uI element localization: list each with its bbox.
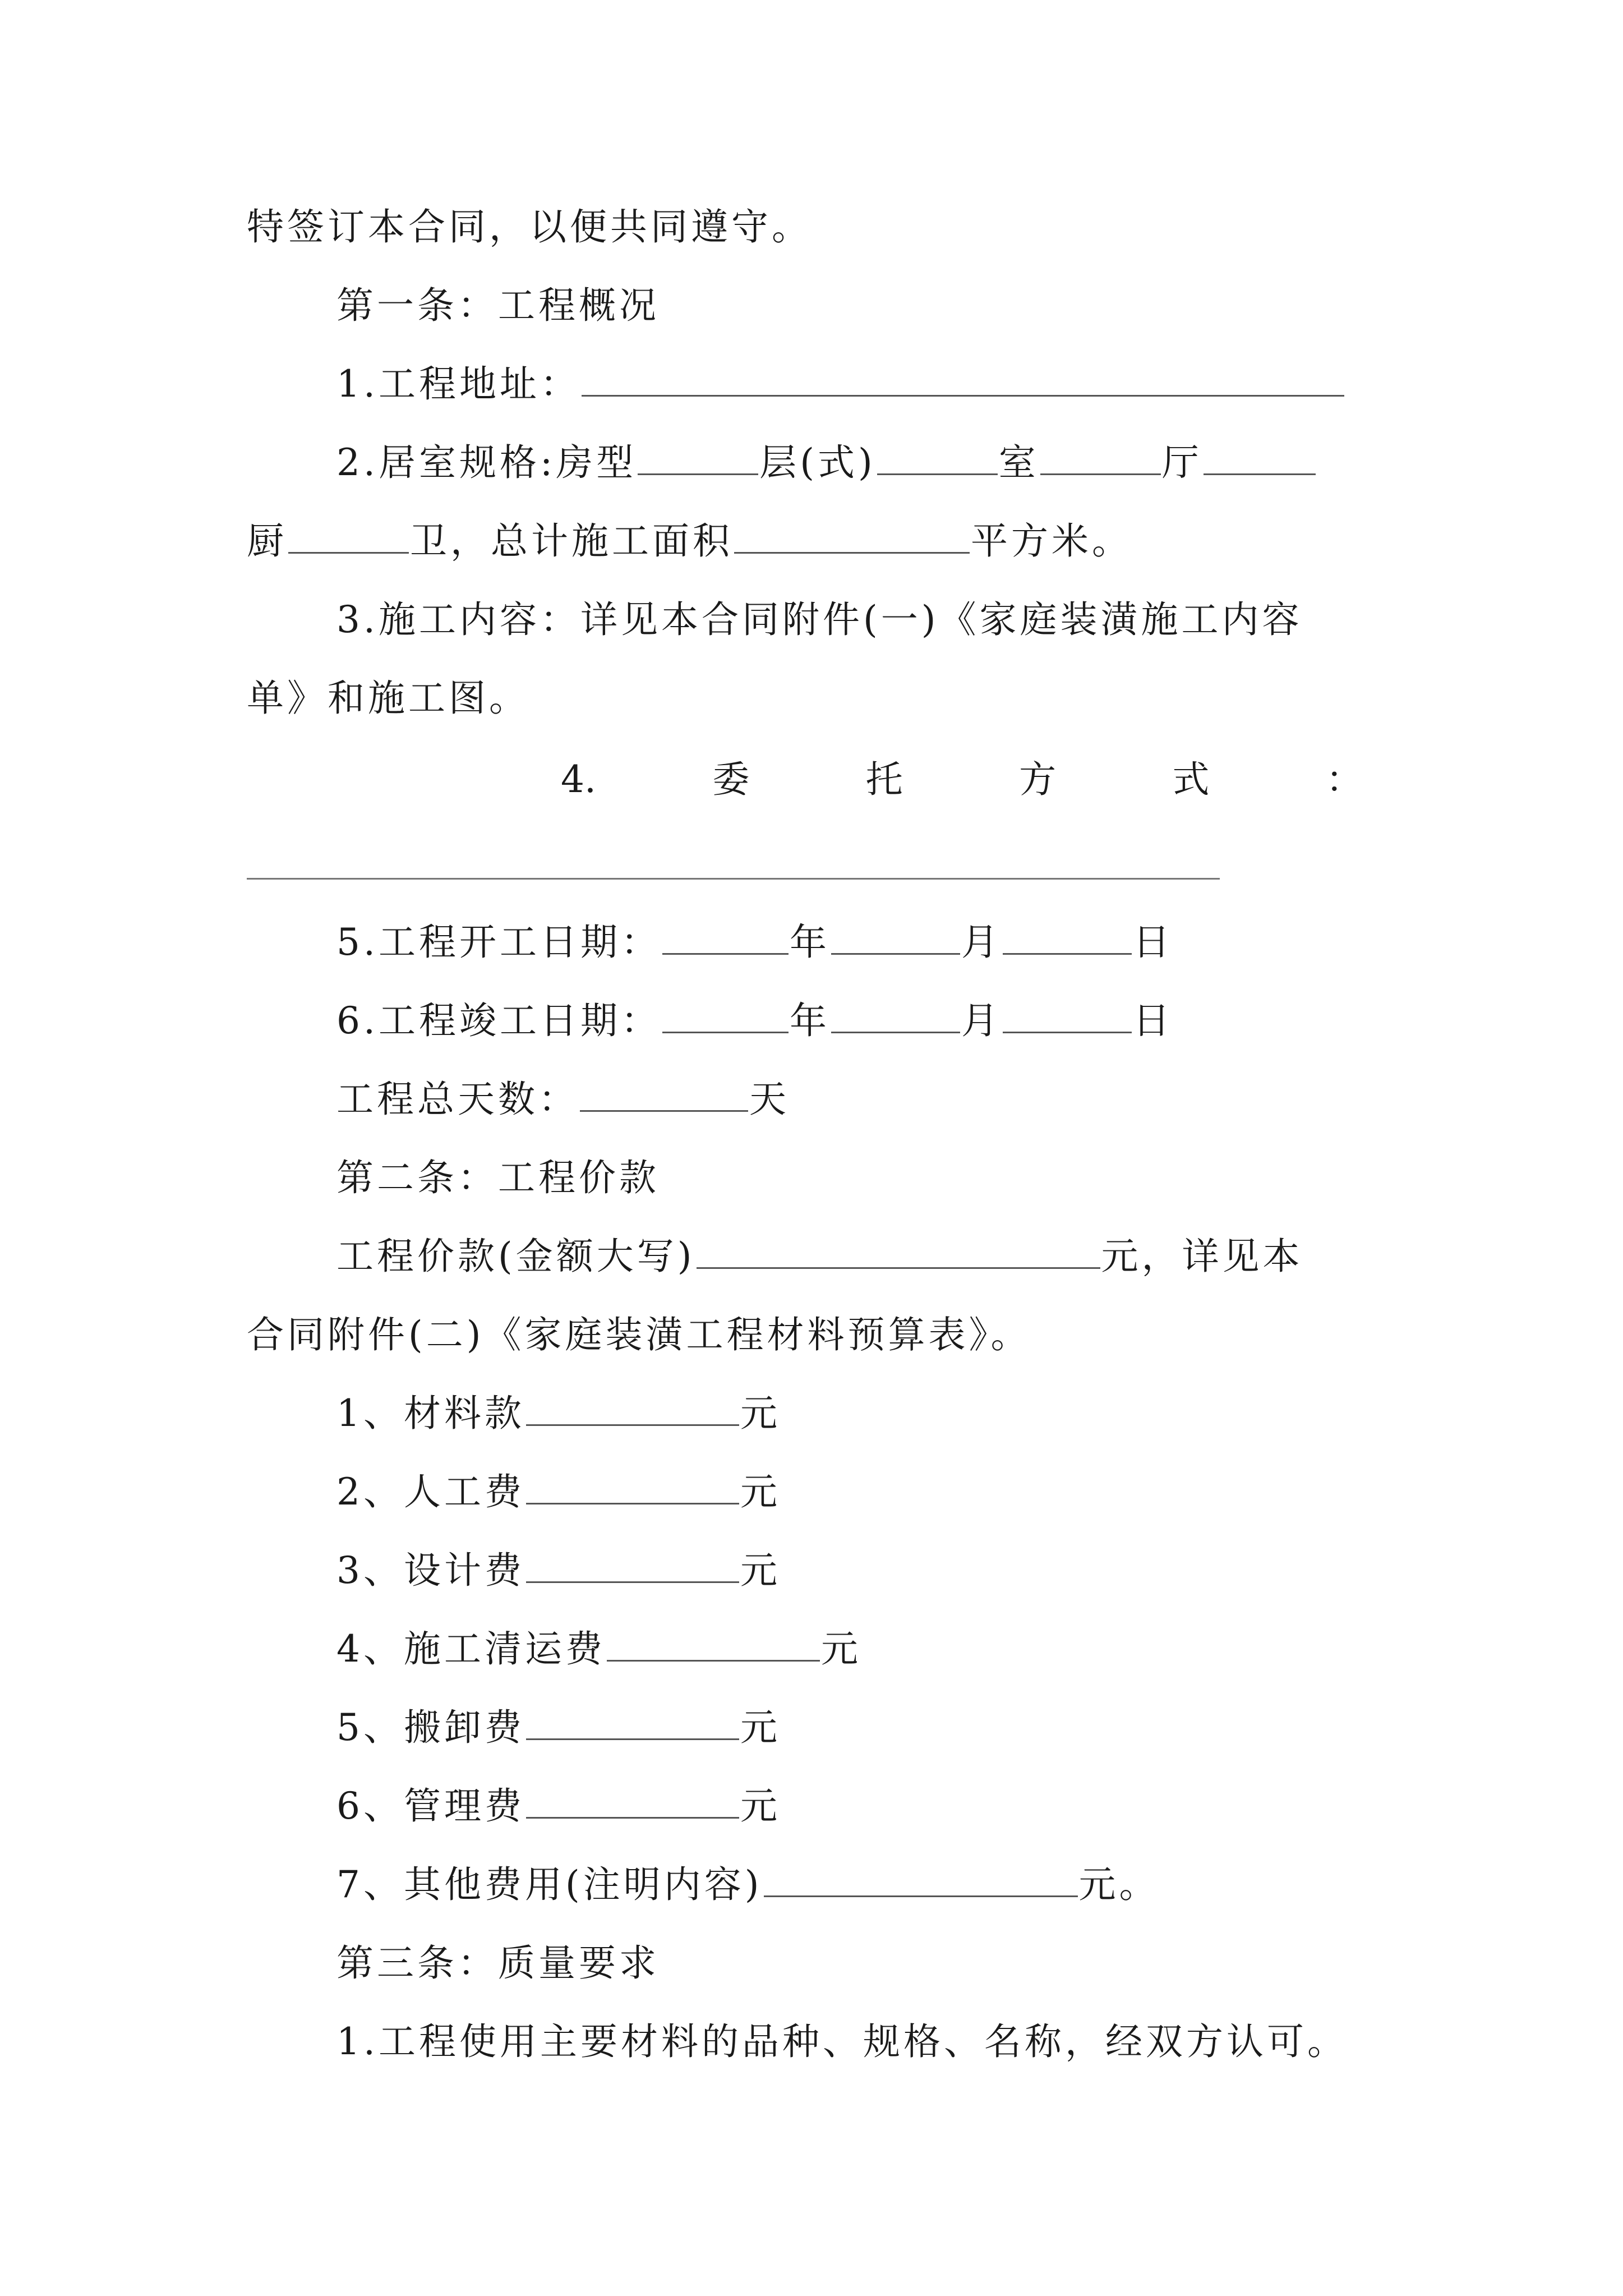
floor-label: 层(式)	[759, 441, 876, 484]
fee-blank[interactable]	[764, 1861, 1078, 1897]
item-4-colon: ：	[1325, 758, 1363, 801]
end-day-unit: 日	[1132, 999, 1173, 1042]
price-blank[interactable]	[697, 1232, 1100, 1269]
item-4-delegation	[561, 754, 1363, 805]
item-4-number: 4.	[561, 758, 596, 801]
article-2-title-text: 第二条：工程价款	[336, 1156, 660, 1199]
fee-unit: 元	[740, 1392, 781, 1435]
item-4-char-4: 式	[1172, 758, 1210, 801]
price-label: 工程价款(金额大写)	[336, 1235, 695, 1278]
item-3-content-line1	[336, 595, 1302, 645]
fee-blank[interactable]	[526, 1468, 739, 1504]
article-2-title	[336, 1153, 660, 1203]
fee-unit: 元	[740, 1470, 781, 1513]
area-blank[interactable]	[734, 517, 970, 554]
hall-blank[interactable]	[1040, 439, 1161, 475]
fee-label: 7、其他费用(注明内容)	[336, 1863, 763, 1906]
total-days-label: 工程总天数：	[336, 1078, 579, 1121]
fee-item-6	[336, 1781, 781, 1832]
start-date-label: 5.工程开工日期：	[336, 921, 661, 964]
fee-unit: 元	[740, 1784, 781, 1828]
hall-label: 厅	[1161, 441, 1202, 484]
fee-blank[interactable]	[526, 1782, 739, 1819]
item-4-char-3: 方	[1019, 758, 1057, 801]
item-1-address	[336, 359, 1345, 409]
room-type-label: 2.居室规格:房型	[336, 441, 637, 484]
fee-blank[interactable]	[607, 1625, 820, 1662]
fee-blank[interactable]	[526, 1389, 739, 1426]
fee-label: 3、设计费	[336, 1549, 525, 1592]
start-day-blank[interactable]	[1003, 918, 1132, 955]
price-appendix-text: 合同附件(二)《家庭装潢工程材料预算表》。	[247, 1313, 1031, 1356]
quality-item-1-text: 1.工程使用主要材料的品种、规格、名称，经双方认可。	[336, 2020, 1348, 2063]
start-month-unit: 月	[961, 921, 1002, 964]
address-label: 1.工程地址：	[336, 362, 580, 406]
item-6-end-date	[336, 996, 1173, 1046]
item-3-text-1: 3.施工内容：详见本合同附件(一)《家庭装潢施工内容	[336, 598, 1303, 641]
start-month-blank[interactable]	[831, 918, 960, 955]
fee-item-2	[336, 1467, 781, 1517]
item-2-room-spec-cont	[247, 516, 1132, 567]
fee-blank[interactable]	[526, 1547, 739, 1583]
item-3-text-2: 单》和施工图。	[247, 677, 529, 720]
end-month-unit: 月	[961, 999, 1002, 1042]
item-2-room-spec	[336, 438, 1317, 488]
fee-label: 4、施工清运费	[336, 1627, 606, 1671]
article-1-title	[336, 280, 660, 331]
item-5-start-date	[336, 917, 1173, 968]
fee-unit: 元	[821, 1627, 861, 1671]
price-line-2	[247, 1310, 1031, 1360]
fee-unit: 元。	[1078, 1863, 1160, 1906]
total-days-unit: 天	[749, 1078, 790, 1121]
price-line-1	[336, 1231, 1303, 1282]
article-1-title-text: 第一条：工程概况	[336, 284, 660, 327]
total-area-label: 卫，总计施工面积	[410, 519, 733, 563]
fee-label: 5、搬卸费	[336, 1706, 525, 1749]
end-date-label: 6.工程竣工日期：	[336, 999, 661, 1042]
intro-line	[247, 202, 812, 252]
fee-unit: 元	[740, 1706, 781, 1749]
kitchen-label: 厨	[247, 519, 287, 563]
room-label: 室	[998, 441, 1039, 484]
price-unit-text: 元，详见本	[1101, 1235, 1303, 1278]
article-3-title	[336, 1938, 660, 1989]
fee-item-7	[336, 1860, 1160, 1910]
floor-blank[interactable]	[638, 439, 758, 475]
fee-unit: 元	[740, 1549, 781, 1592]
end-day-blank[interactable]	[1003, 997, 1132, 1033]
total-days	[336, 1074, 790, 1125]
area-unit: 平方米。	[971, 519, 1132, 563]
start-year-blank[interactable]	[662, 918, 789, 955]
room-blank[interactable]	[877, 439, 998, 475]
end-month-blank[interactable]	[831, 997, 960, 1033]
item-4-char-1: 委	[712, 758, 750, 801]
fee-item-3	[336, 1545, 781, 1596]
fee-label: 1、材料款	[336, 1392, 525, 1435]
fee-label: 2、人工费	[336, 1470, 525, 1513]
bath-blank[interactable]	[288, 517, 409, 554]
item-3-content-line2	[247, 673, 529, 724]
item-4-char-2: 托	[865, 758, 903, 801]
fee-item-4	[336, 1624, 861, 1674]
intro-text: 特签订本合同，以便共同遵守。	[247, 205, 812, 249]
end-year-unit: 年	[789, 999, 830, 1042]
fee-item-1	[336, 1388, 781, 1439]
fee-item-5	[336, 1703, 781, 1753]
delegation-blank[interactable]	[247, 878, 1220, 880]
article-3-title-text: 第三条：质量要求	[336, 1941, 660, 1985]
end-year-blank[interactable]	[662, 997, 789, 1033]
address-blank[interactable]	[582, 360, 1344, 397]
fee-label: 6、管理费	[336, 1784, 525, 1828]
start-year-unit: 年	[789, 921, 830, 964]
total-days-blank[interactable]	[580, 1075, 748, 1112]
fee-blank[interactable]	[526, 1704, 739, 1740]
kitchen-blank[interactable]	[1204, 439, 1316, 475]
quality-item-1	[336, 2017, 1348, 2067]
start-day-unit: 日	[1132, 921, 1173, 964]
